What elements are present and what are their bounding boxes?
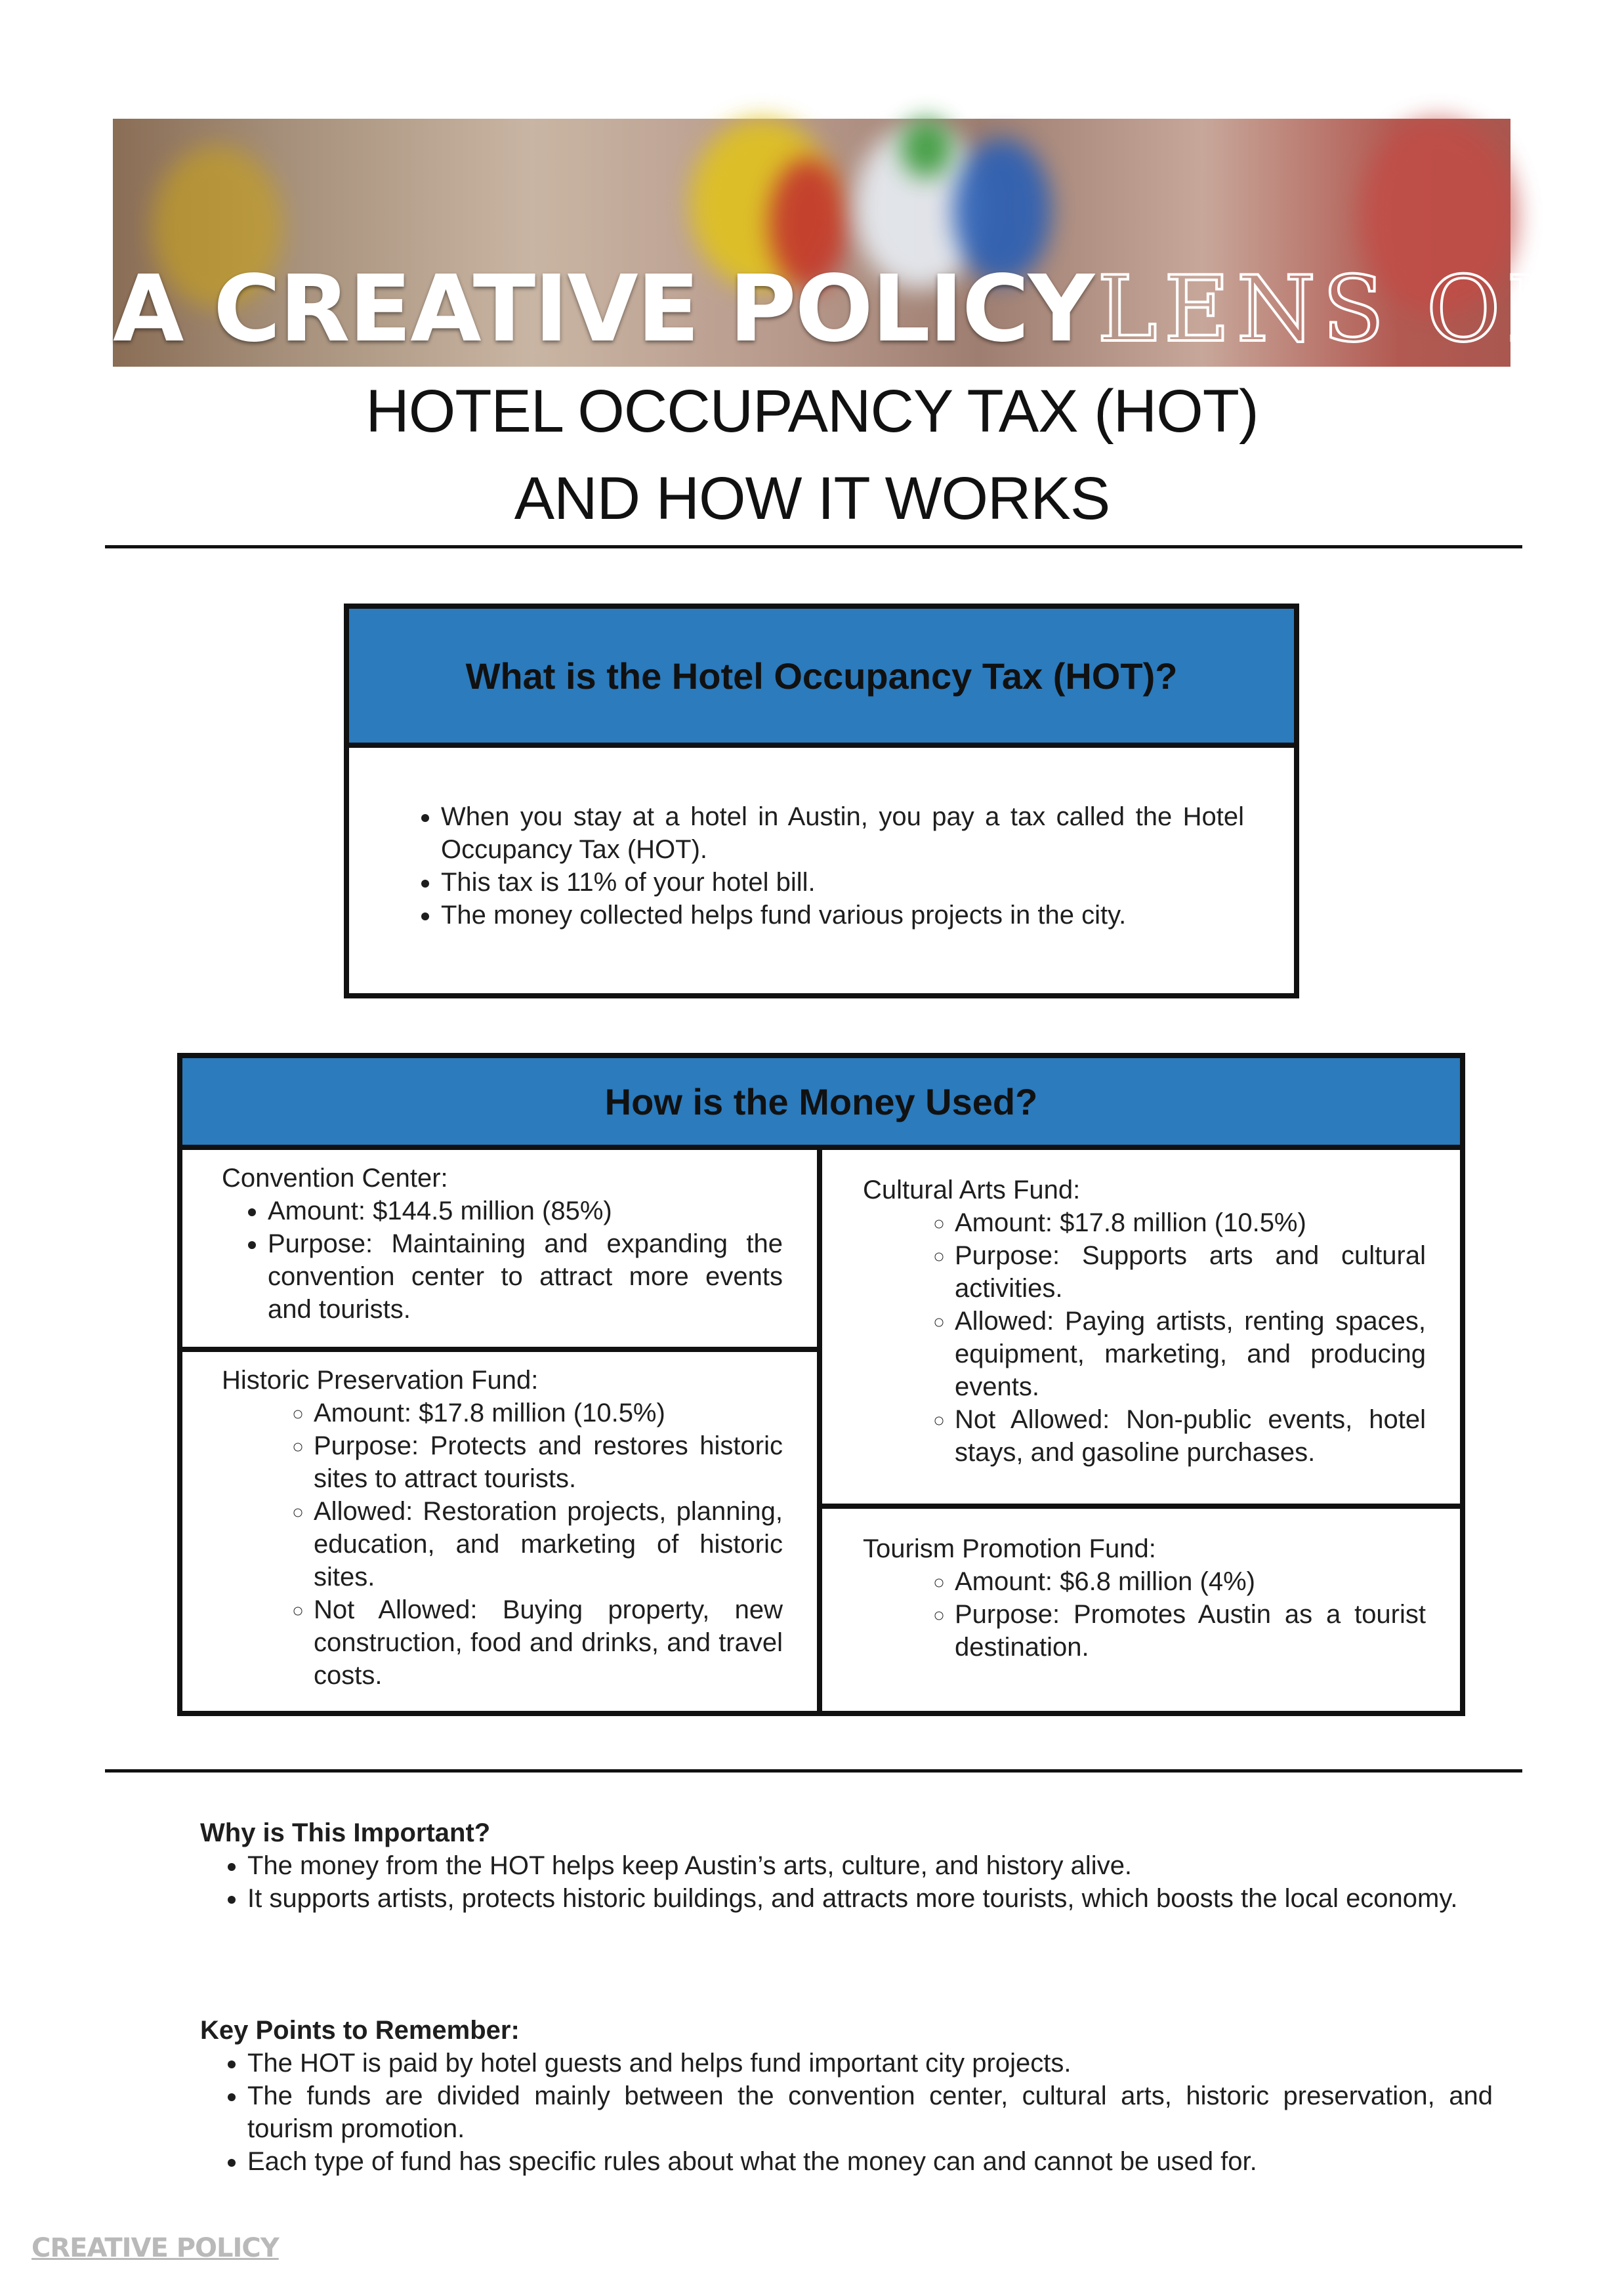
convention-center-title: Convention Center: [222,1164,448,1193]
banner-title [113,256,1593,363]
tourism-promotion-box [817,1504,1465,1716]
list-item: ◦ Allowed: Paying artists, renting spaces, equipment, marketing, and producing events. [955,1305,1426,1403]
subtitle-line2: AND HOW IT WORKS [514,465,1110,532]
historic-preservation-list [222,1397,783,1692]
why-important-heading: Why is This Important? [200,1818,491,1847]
divider-top [105,545,1522,548]
list-item: • This tax is 11% of your hotel bill. [441,866,1244,899]
header-banner [113,119,1593,367]
list-item: • The funds are divided mainly between the convention center, cultural arts, historic preservation, and tourism promotion. [247,2080,1493,2145]
list-item: ◦ Purpose: Protects and restores historic sites to attract tourists. [314,1429,783,1495]
what-is-list [395,800,1244,932]
money-used-heading: How is the Money Used? [604,1080,1038,1122]
key-points-heading: Key Points to Remember: [200,2016,520,2045]
what-is-body [344,743,1299,998]
list-item: • When you stay at a hotel in Austin, you pay a tax called the Hotel Occupancy Tax (HOT). [441,800,1244,866]
list-item: ◦ Amount: $17.8 million (10.5%) [314,1397,783,1429]
why-important-list [200,1849,1493,1915]
list-item: ◦ Amount: $6.8 million (4%) [955,1565,1426,1598]
convention-center-list [222,1195,783,1326]
list-item: ◦ Not Allowed: Buying property, new construction, food and drinks, and travel costs. [314,1593,783,1692]
list-item: ◦ Allowed: Restoration projects, planning, education, and marketing of historic sites. [314,1495,783,1593]
list-item: • The money from the HOT helps keep Austin’s arts, culture, and history alive. [247,1849,1493,1882]
money-used-heading-bar [177,1053,1465,1150]
historic-preservation-title: Historic Preservation Fund: [222,1366,539,1395]
what-is-heading: What is the Hotel Occupancy Tax (HOT)? [465,655,1178,697]
historic-preservation-box [177,1347,822,1716]
cultural-arts-box [817,1145,1465,1509]
what-is-heading-bar [344,604,1299,748]
tourism-promotion-list [863,1565,1426,1664]
list-item: ◦ Not Allowed: Non-public events, hotel stays, and gasoline purchases. [955,1403,1426,1469]
list-item: • It supports artists, protects historic buildings, and attracts more tourists, which boosts the local economy. [247,1882,1493,1915]
tourism-promotion-title: Tourism Promotion Fund: [863,1534,1156,1563]
list-item: ◦ Purpose: Promotes Austin as a tourist destination. [955,1598,1426,1664]
divider-bottom [105,1769,1522,1773]
subtitle-line1: HOTEL OCCUPANCY TAX (HOT) [365,378,1259,445]
key-points-list [200,2047,1493,2178]
banner-title-part1: A CREATIVE POLICY [113,256,1094,363]
key-points-section [200,2014,1493,2178]
list-item: • The money collected helps fund various projects in the city. [441,899,1244,932]
why-important-section [200,1816,1493,1915]
list-item: • Amount: $144.5 million (85%) [268,1195,783,1227]
list-item: • The HOT is paid by hotel guests and helps fund important city projects. [247,2047,1493,2080]
footer-logo: CREATIVE POLICY [31,2233,279,2263]
list-item: ◦ Amount: $17.8 million (10.5%) [955,1206,1426,1239]
convention-center-box [177,1145,822,1352]
list-item: • Each type of fund has specific rules about what the money can and cannot be used for. [247,2145,1493,2178]
cultural-arts-list [863,1206,1426,1469]
list-item: • Purpose: Maintaining and expanding the convention center to attract more events and tourists. [268,1227,783,1326]
banner-title-part2: LENS ON [1097,256,1593,362]
cultural-arts-title: Cultural Arts Fund: [863,1176,1081,1204]
list-item: ◦ Purpose: Supports arts and cultural activities. [955,1239,1426,1305]
